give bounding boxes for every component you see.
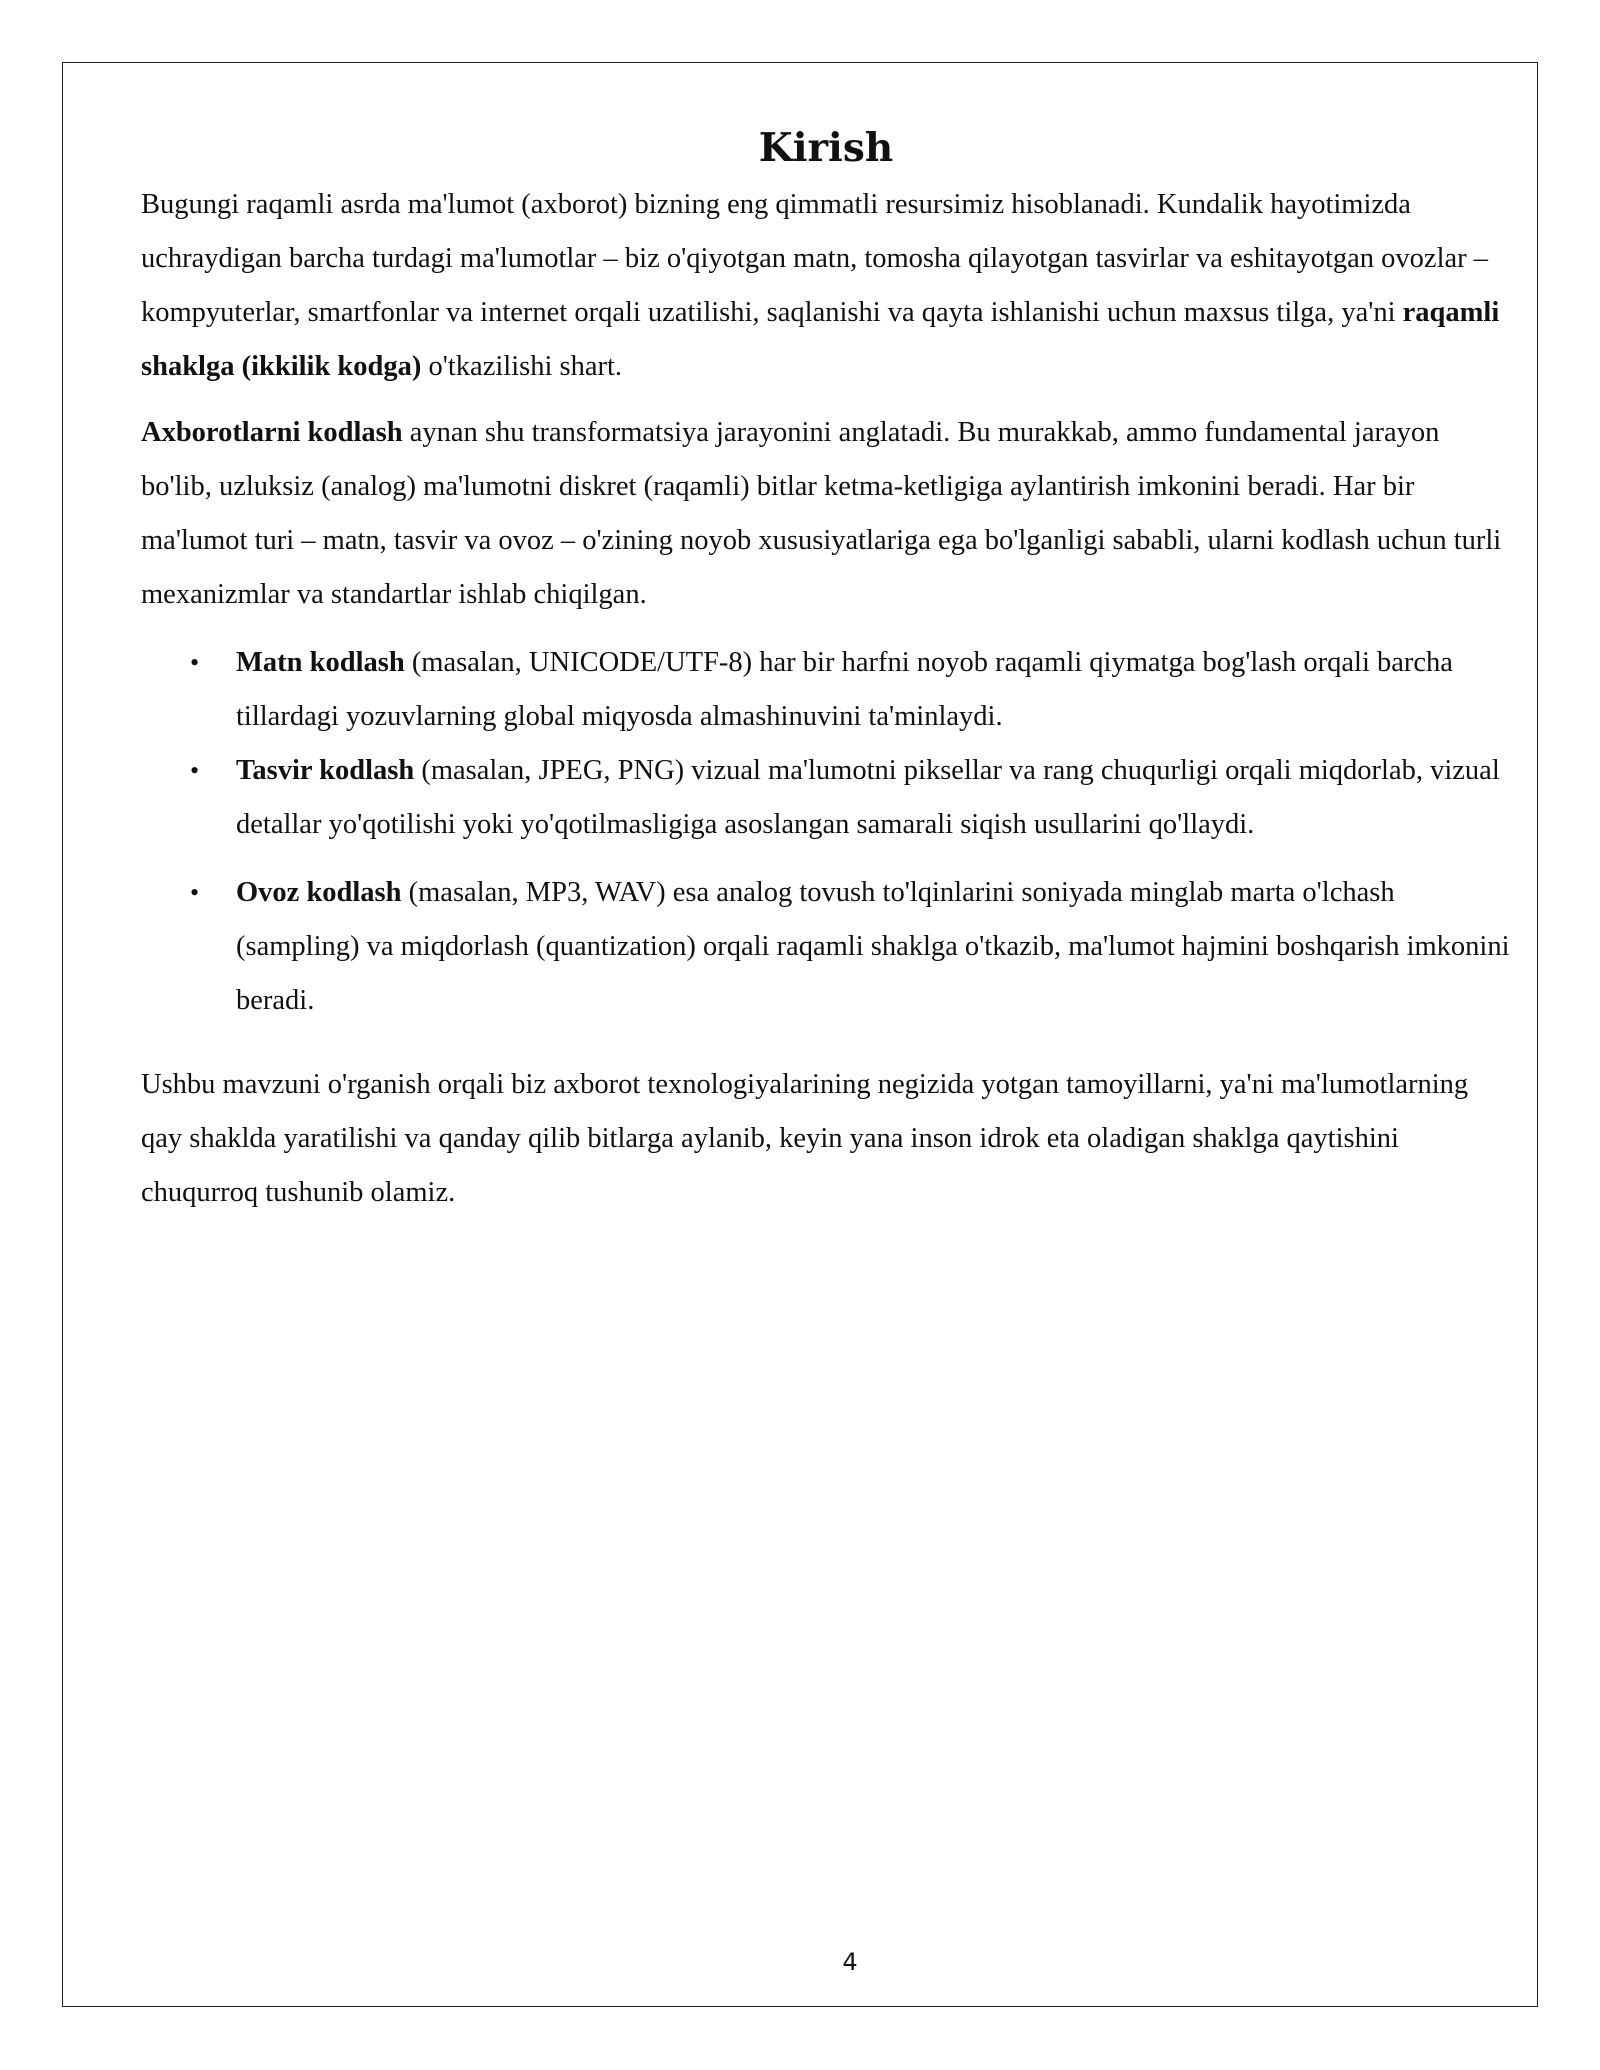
list-item-term: Matn kodlash bbox=[236, 647, 405, 678]
encoding-paragraph bbox=[141, 406, 1511, 622]
intro-text-end: o'tkazilishi shart. bbox=[421, 351, 623, 382]
page-number: 4 bbox=[842, 1948, 858, 1976]
list-item-image-encoding bbox=[190, 744, 1511, 852]
list-item-term: Tasvir kodlash bbox=[236, 755, 415, 786]
list-item-text-encoding bbox=[190, 636, 1511, 744]
list-item-text: (masalan, MP3, WAV) esa analog tovush to'lqinlarini soniyada minglab marta o'lchash (sampling) va miqdorlash (quantization) orqali raqamli shaklga o'tkazib, ma'lumot hajmini boshqarish imkonini beradi. bbox=[236, 877, 1510, 1016]
intro-bold-phrase: raqamli shaklga (ikkilik kodga) bbox=[141, 297, 1500, 382]
encoding-text: aynan shu transformatsiya jarayonini anglatadi. Bu murakkab, ammo fundamental jarayon bo'lib, uzluksiz (analog) ma'lumotni diskret (raqamli) bitlar ketma-ketligiga aylantirish imkonini beradi. Har bir ma'lumot turi – matn, tasvir va ovoz – o'zining noyob xususiyatlariga ega bo'lganligi sababli, ularni kodlash uchun turli mexanizmlar va standartlar ishlab chiqilgan. bbox=[141, 417, 1502, 610]
closing-paragraph: Ushbu mavzuni o'rganish orqali biz axborot texnologiyalarining negizida yotgan tamoyillarni, ya'ni ma'lumotlarning qay shaklda yaratilishi va qanday qilib bitlarga aylanib, keyin yana inson idrok eta oladigan shaklga qaytishini chuqurroq tushunib olamiz. bbox=[141, 1069, 1469, 1208]
list-item-text: (masalan, JPEG, PNG) vizual ma'lumotni piksellar va rang chuqurligi orqali miqdorlab, vizual detallar yo'qotilishi yoki yo'qotilmasligiga asoslangan samarali siqish usullarini qo'llaydi. bbox=[236, 755, 1500, 840]
list-item-term: Ovoz kodlash bbox=[236, 877, 402, 908]
bullet-icon: • bbox=[190, 878, 200, 907]
encoding-types-list bbox=[141, 636, 1511, 1028]
encoding-bold-term: Axborotlarni kodlash bbox=[141, 417, 403, 448]
list-item-text: (masalan, UNICODE/UTF-8) har bir harfni noyob raqamli qiymatga bog'lash orqali barcha tillardagi yozuvlarning global miqyosda almashinuvini ta'minlaydi. bbox=[236, 647, 1453, 732]
page-title: Kirish bbox=[758, 125, 894, 171]
intro-paragraph bbox=[141, 178, 1511, 394]
bullet-icon: • bbox=[190, 756, 200, 785]
document-body bbox=[141, 118, 1511, 1220]
bullet-icon: • bbox=[190, 648, 200, 677]
list-item-audio-encoding bbox=[190, 866, 1511, 1028]
intro-text-start: Bugungi raqamli asrda ma'lumot (axborot) bizning eng qimmatli resursimiz hisoblanadi. Kundalik hayotimizda uchraydigan barcha turdagi ma'lumotlar – biz o'qiyotgan matn, tomosha qilayotgan tasvirlar va eshitayotgan ovozlar – kompyuterlar, smartfonlar va internet orqali uzatilishi, saqlanishi va qayta ishlanishi uchun maxsus tilga, ya'ni bbox=[141, 189, 1489, 328]
